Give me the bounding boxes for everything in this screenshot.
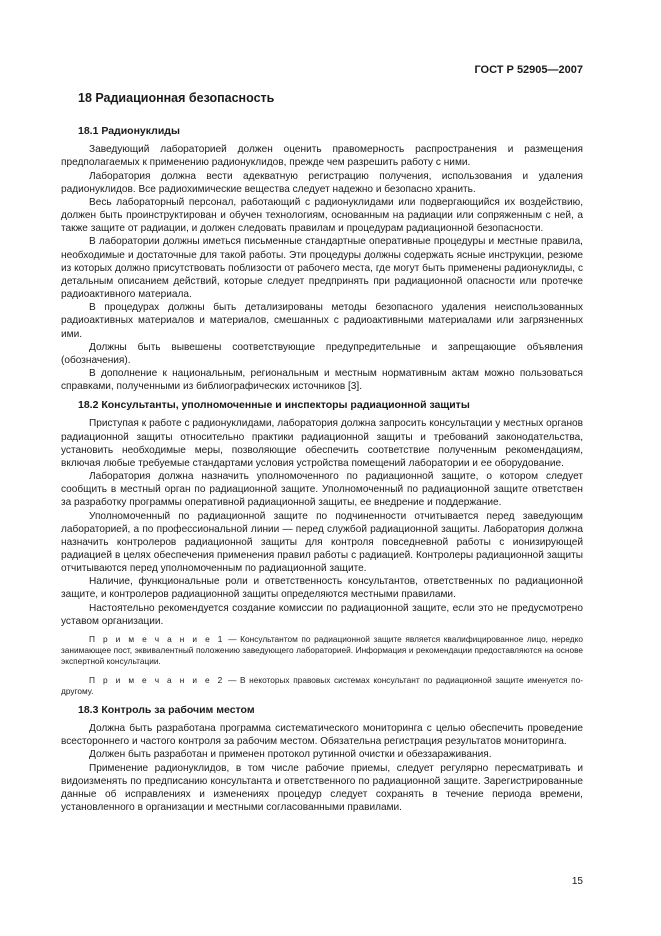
paragraph: В дополнение к национальным, региональным и местным нормативным актам можно пользоваться справками, полученными из библиографических источников [3]. (61, 367, 583, 393)
note-1 (61, 634, 583, 668)
paragraph: В лаборатории должны иметься письменные стандартные оперативные процедуры и местные правила, необходимые и достаточные для такой работы. Эти процедуры должны содержать ясные инструкции, резюме из которых должно присутствовать поблизости от рабочего места, где могут быть применены радионуклиды, с детальным описанием действий, которые следует предпринять при радиационной опасности или протечке радиоактивного материала. (61, 236, 583, 301)
paragraph: Лаборатория должна вести адекватную регистрацию получения, использования и удаления радионуклидов. Все радиохимические вещества следует надежно и безопасно хранить. (61, 170, 583, 195)
paragraph: Весь лабораторный персонал, работающий с радионуклидами или подвергающийся их воздействию, должен быть проинструктирован и обучен технологиям, основанным на радиации или сопряженным с ней, а также защите от радиации, и должен следовать правилам и процедурам радиационной безопасности. (61, 196, 583, 235)
paragraph: Лаборатория должна назначить уполномоченного по радиационной защите, о котором следует сообщить в местный орган по радиационной защите. Уполномоченный по радиационной защите ответствен за разработку программы оперативной радиационной защиты, ее внедрение и поддержание. (61, 471, 583, 509)
subsection-title-18-2: 18.2 Консультанты, уполномоченные и инспекторы радиационной защиты (78, 399, 470, 412)
paragraph: Настоятельно рекомендуется создание комиссии по радиационной защите, если это не предусмотрено уставом организации. (61, 602, 583, 627)
standard-header: ГОСТ Р 52905—2007 (474, 64, 583, 76)
note-text: — В некоторых правовых системах консультант по радиационной защите именуется по-другому. (61, 674, 583, 696)
note-2 (61, 675, 583, 697)
note-label: П р и м е ч а н и е 2 (89, 674, 225, 685)
page-number: 15 (571, 876, 583, 887)
paragraph: Должны быть вывешены соответствующие предупредительные и запрещающие объявления (обозначения). (61, 341, 583, 366)
section-title: 18 Радиационная безопасность (78, 91, 275, 105)
paragraph: Уполномоченный по радиационной защите по подчиненности отчитывается перед заведующим лабораторией, а по профессиональной линии — перед службой радиационной защиты. Лаборатория должна назначить контролеров радиационной защиты для контроля повседневной работы с ионизирующей радиацией в целях обеспечения применения правил работы с радиацией. Контролеры радиационной защиты отчитываются перед уполномоченным по радиационной защите. (61, 510, 583, 575)
note-label: П р и м е ч а н и е 1 (89, 633, 225, 644)
page-content (61, 92, 583, 814)
paragraph: Наличие, функциональные роли и ответственность консультантов, ответственных по радиационной защите, и контролеров радиационной защиты определяются местными правилами. (61, 576, 583, 601)
paragraph: Должен быть разработан и применен протокол рутинной очистки и обеззараживания. (89, 749, 492, 761)
subsection-title-18-1: 18.1 Радионуклиды (78, 125, 180, 138)
paragraph: Должна быть разработана программа систематического мониторинга с целью обеспечить проведение всестороннего и частого контроля за рабочим местом. Обязательна регистрация результатов мониторинга. (61, 723, 583, 748)
paragraph: Заведующий лабораторией должен оценить правомерность распространения и размещения предполагаемых к применению радионуклидов, прежде чем разрешить работу с ними. (61, 144, 583, 169)
paragraph: Приступая к работе с радионуклидами, лаборатория должна запросить консультации у местных органов радиационной защиты относительно практики радиационной защиты и требований законодательства, установить необходимые меры, позволяющие обеспечить соответствие полученным рекомендациям, включая любые требуемые стандартами условия устройства помещений лаборатории и ее оборудование. (61, 418, 583, 469)
paragraph: В процедурах должны быть детализированы методы безопасного удаления неиспользованных радиоактивных материалов и материалов, смешанных с радиоактивными материалами или загрязненных ими. (61, 302, 583, 340)
paragraph: Применение радионуклидов, в том числе рабочие приемы, следует регулярно пересматривать и видоизменять по предписанию консультанта и ответственного по радиационной защите. Зарегистрированные данные об исправлениях и изменениях процедур следует сохранять в течение периода времени, установленного в организации и местными согласованными правилами. (61, 762, 583, 814)
subsection-title-18-3: 18.3 Контроль за рабочим местом (78, 703, 255, 716)
note-text: — Консультантом по радиационной защите является квалифицированное лицо, нередко занимающее пост, эквивалентный положению заведующего лабораторией. Информация и рекомендации предоставляются на основе экспертной консультации. (61, 633, 583, 667)
